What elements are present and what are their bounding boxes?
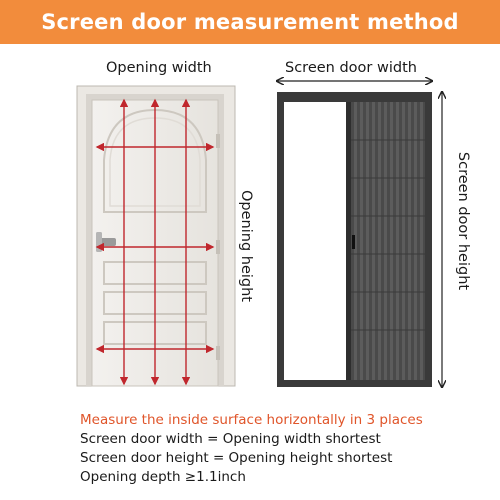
- screen-door-width-label: Screen door width: [285, 60, 417, 76]
- opening-height-label: Opening height: [238, 190, 254, 302]
- measure-instruction: Measure the inside surface horizontally in 3 places: [80, 412, 423, 428]
- screen-door-illustration: [277, 92, 432, 387]
- opening-width-label: Opening width: [106, 60, 212, 76]
- height-rule: Screen door height = Opening height shortest: [80, 450, 393, 466]
- width-rule: Screen door width = Opening width shortest: [80, 431, 381, 447]
- screen-door-height-label: Screen door height: [455, 151, 471, 291]
- depth-rule: Opening depth ≥1.1inch: [80, 469, 246, 485]
- page-title: Screen door measurement method: [41, 10, 459, 34]
- door-illustration: [77, 86, 235, 386]
